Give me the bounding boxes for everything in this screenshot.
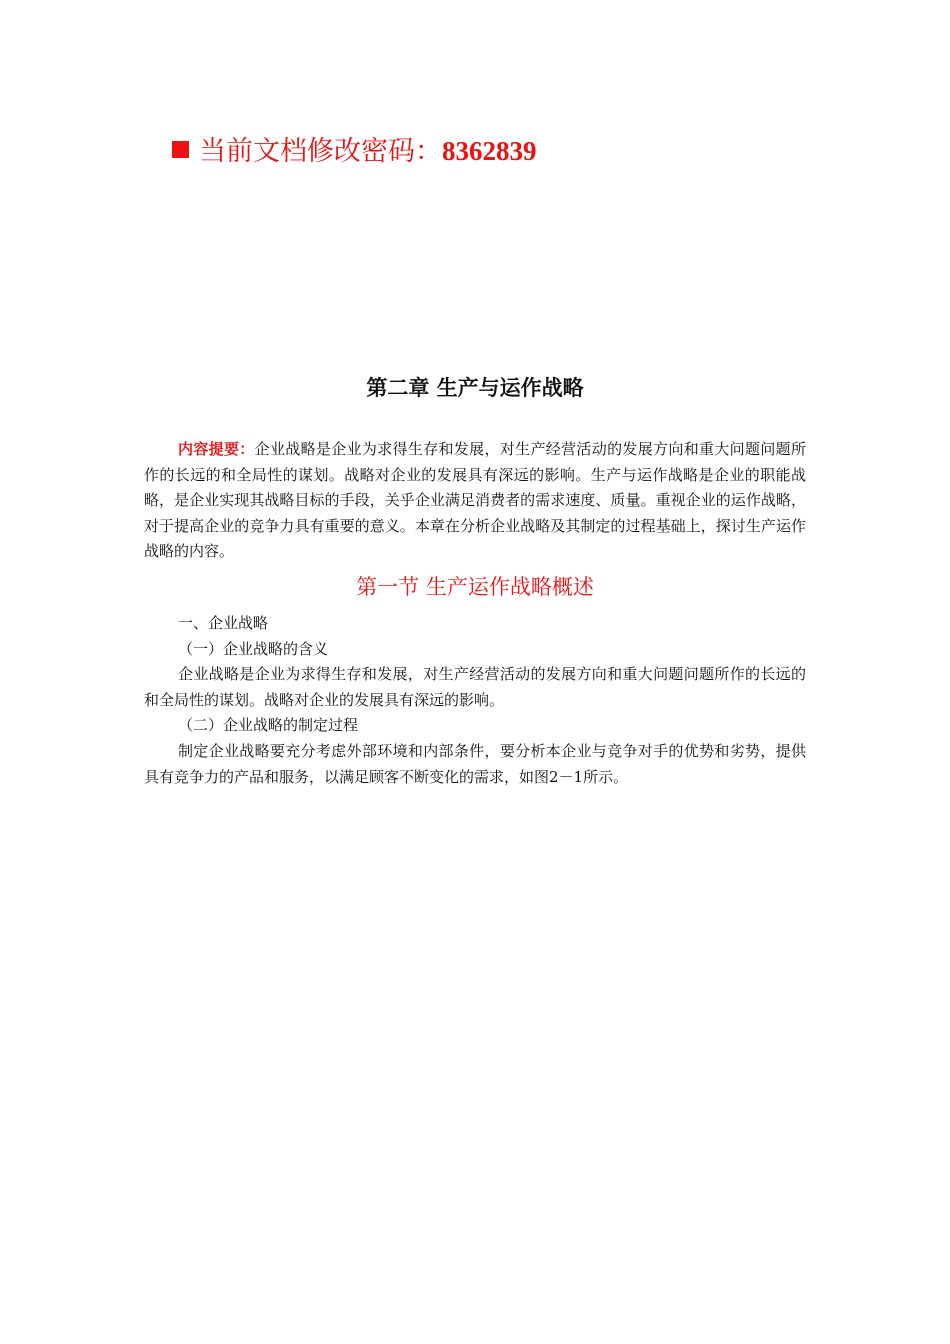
subheading-strategy-process: （二）企业战略的制定过程 xyxy=(178,716,359,735)
password-code: 8362839 xyxy=(442,136,537,166)
section-content xyxy=(144,611,806,790)
summary-text: 企业战略是企业为求得生存和发展，对生产经营活动的发展方向和重大问题问题所作的长远的和全局性的谋划。战略对企业的发展具有深远的影响。生产与运作战略是企业的职能战略，是企业实现其战略目标的手段，关乎企业满足消费者的需求速度、质量。重视企业的运作战略，对于提高企业的竞争力具有重要的意义。本章在分析企业战略及其制定的过程基础上，探讨生产运作战略的内容。 xyxy=(144,440,806,561)
password-notice-prefix: 当前文档修改密码： xyxy=(199,136,442,167)
password-notice xyxy=(172,132,537,171)
section-title: 第一节 生产运作战略概述 xyxy=(356,575,594,599)
heading-corporate-strategy: 一、企业战略 xyxy=(178,614,269,632)
summary-label: 内容提要： xyxy=(178,440,255,458)
chapter-title: 第二章 生产与运作战略 xyxy=(366,376,584,400)
content-summary xyxy=(144,437,806,565)
paragraph-strategy-process: 制定企业战略要充分考虑外部环境和内部条件，要分析本企业与竞争对手的优势和劣势，提供具有竞争力的产品和服务，以满足顾客不断变化的需求，如图2－1所示。 xyxy=(144,741,806,786)
subheading-strategy-meaning: （一）企业战略的含义 xyxy=(178,639,329,658)
paragraph-strategy-meaning: 企业战略是企业为求得生存和发展，对生产经营活动的发展方向和重大问题问题所作的长远的和全局性的谋划。战略对企业的发展具有深远的影响。 xyxy=(144,665,806,709)
red-square-bullet-icon xyxy=(172,141,189,158)
